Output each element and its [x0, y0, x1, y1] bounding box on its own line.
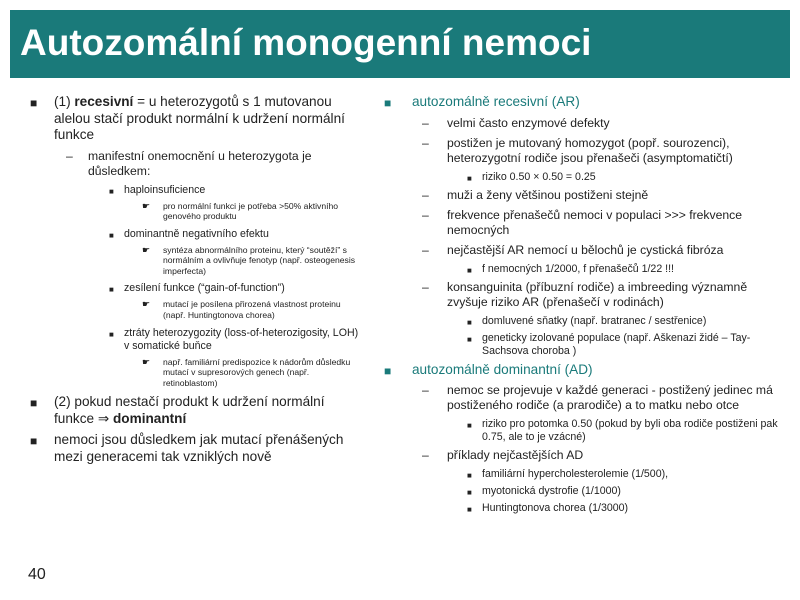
dash-icon: – [422, 207, 429, 222]
list-item: – nejčastější AR nemocí u bělochů je cystická fibróza [422, 242, 724, 257]
list-item-heterozygote: – manifestní onemocnění u heterozygota je důsledkem: [66, 148, 312, 178]
dash-icon: – [422, 242, 429, 257]
list-item: – postižen je mutovaný homozygot (popř. sourozenci), heterozygotní rodiče jsou přenašeči (asymptomatičtí) [422, 135, 733, 165]
list-item-consanguinity: – konsanguinita (příbuzní rodiče) a imbreeding významně zvyšuje riziko AR (přenašečí v rodinách) [422, 279, 748, 309]
list-item-risk: ■ riziko 0.50 × 0.50 = 0.25 [467, 170, 596, 183]
dash-icon: – [422, 187, 429, 202]
heading-ar: ■ autozomálně recesivní (AR) [384, 94, 580, 110]
list-item-ad-risk: ■ riziko pro potomka 0.50 (pokud by byli oba rodiče postiženi pak 0.75, ale to je vzácné) [467, 418, 778, 443]
pointing-hand-icon: ☛ [142, 299, 151, 310]
list-item-dominant-negative-note: ☛ syntéza abnormálního proteinu, který “soutěží” s normálním a ovlivňuje fenotyp (např. osteogenesis imperfecta) [142, 244, 356, 276]
list-item-haplo: ■ haploinsuficience [109, 183, 206, 196]
dash-icon: – [422, 115, 429, 130]
right-column [384, 94, 779, 519]
small-square-bullet-icon: ■ [467, 421, 472, 430]
small-square-bullet-icon: ■ [467, 505, 472, 514]
small-square-bullet-icon: ■ [467, 173, 472, 183]
small-square-bullet-icon: ■ [109, 285, 114, 295]
small-square-bullet-icon: ■ [109, 329, 114, 339]
list-item-haplo-note: ☛ pro normální funkci je potřeba >50% aktivního genového produktu [142, 200, 339, 222]
implies-arrow-icon: ⇒ [97, 410, 110, 426]
dash-icon: – [422, 383, 429, 397]
list-item: – muži a ženy většinou postiženi stejně [422, 187, 649, 202]
square-bullet-icon: ■ [384, 363, 392, 378]
small-square-bullet-icon: ■ [467, 334, 472, 344]
small-square-bullet-icon: ■ [467, 471, 472, 480]
dash-icon: – [422, 448, 429, 462]
small-square-bullet-icon: ■ [109, 186, 114, 196]
list-item-gain: ■ zesílení funkce (“gain-of-function”) [109, 282, 285, 295]
list-item: ■ myotonická dystrofie (1/1000) [467, 485, 621, 497]
title-bar [10, 10, 790, 78]
list-item-loh-note: ☛ např. familiární predispozice k nádorům důsledku mutací v supresorových genech (např. retinoblastom) [142, 356, 351, 388]
small-square-bullet-icon: ■ [467, 265, 472, 275]
list-item-cf-frequency: ■ f nemocných 1/2000, f přenašečů 1/22 !!! [467, 262, 674, 275]
small-square-bullet-icon: ■ [467, 317, 472, 327]
square-bullet-icon: ■ [30, 96, 38, 110]
pointing-hand-icon: ☛ [142, 200, 151, 211]
recessive-term: recesivní [74, 94, 134, 109]
list-item: – nemoc se projevuje v každé generaci - postižený jedinec má postiženého rodiče (a prarodiče) a to matku nebo otce [422, 383, 773, 412]
list-item: ■ geneticky izolované populace (např. Aškenazi židé – Tay-Sachsova choroba ) [467, 331, 751, 357]
list-item-dominant: ■ (2) pokud nestačí produkt k udržení normální funkce ⇒ dominantní [30, 394, 325, 426]
square-bullet-icon: ■ [384, 96, 392, 110]
list-item: – příklady nejčastějších AD [422, 448, 584, 462]
page-number: 40 [28, 566, 46, 583]
left-column [30, 94, 360, 470]
dash-icon: – [422, 135, 429, 150]
list-item-mutations: ■ nemoci jsou důsledkem jak mutací přenášených mezi generacemi tak vzniklých nově [30, 432, 344, 464]
list-item-dominant-negative: ■ dominantně negativního efektu [109, 227, 269, 240]
heading-ad: ■ autozomálně dominantní (AD) [384, 361, 593, 378]
small-square-bullet-icon: ■ [109, 230, 114, 240]
list-item-recessive: ■ (1) recesivní = u heterozygotů s 1 mutovanou alelou stačí produkt normální k udržení normální funkce [30, 94, 345, 142]
pointing-hand-icon: ☛ [142, 244, 151, 255]
list-item: – velmi často enzymové defekty [422, 115, 610, 130]
square-bullet-icon: ■ [30, 396, 38, 411]
list-item: ■ domluvené sňatky (např. bratranec / sestřenice) [467, 314, 707, 327]
list-item: ■ Huntingtonova chorea (1/3000) [467, 502, 629, 514]
dominant-term: dominantní [113, 410, 187, 426]
dash-icon: – [422, 279, 429, 294]
list-item: ■ familiární hypercholesterolemie (1/500), [467, 468, 669, 480]
list-item: – frekvence přenašečů nemoci v populaci >>> frekvence nemocných [422, 207, 743, 237]
small-square-bullet-icon: ■ [467, 488, 472, 497]
list-item-loh: ■ ztráty heterozygozity (loss-of-heterozigosity, LOH) v somatické buňce [109, 326, 359, 352]
slide-title: Autozomální monogenní nemoci [20, 22, 592, 63]
pointing-hand-icon: ☛ [142, 356, 151, 367]
dash-icon: – [66, 148, 73, 163]
square-bullet-icon: ■ [30, 434, 38, 449]
list-item-gain-note: ☛ mutací je posílena přirozená vlastnost proteinu (např. Huntingtonova chorea) [142, 299, 341, 321]
